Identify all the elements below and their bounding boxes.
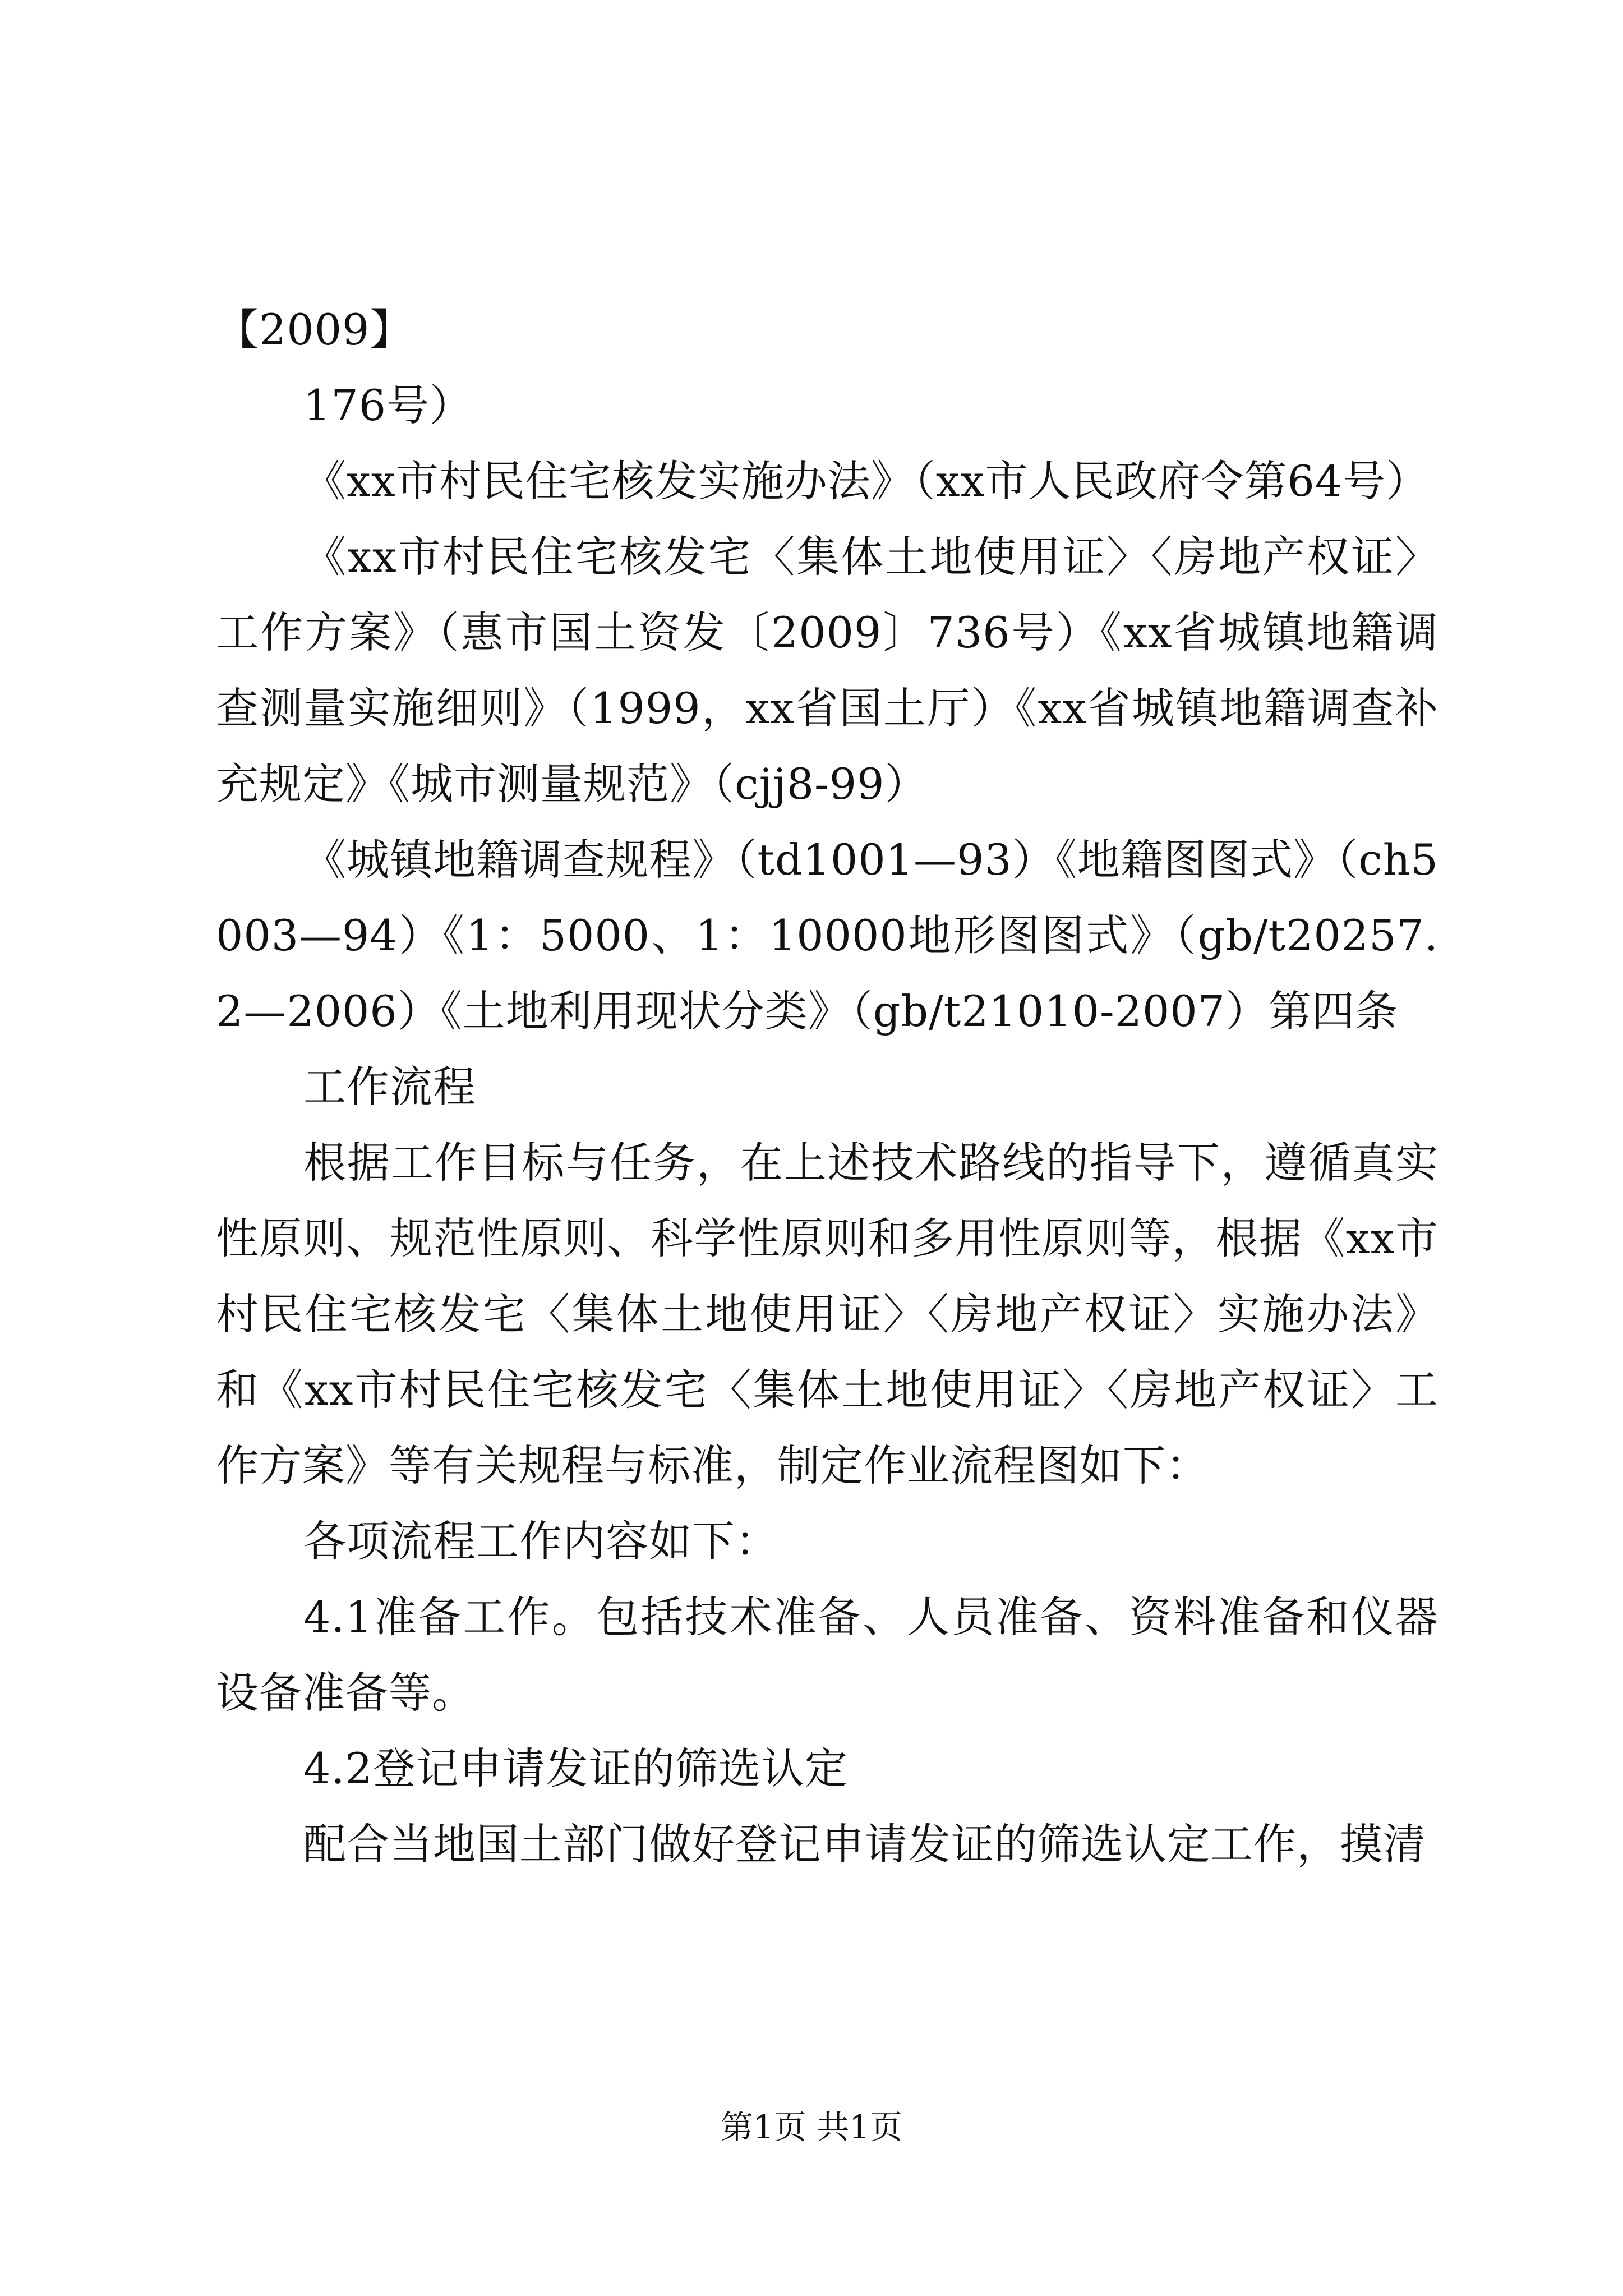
paragraph-year-bracket: 【2009】 bbox=[216, 305, 413, 355]
paragraph-reference-work-plan: 《xx市村民住宅核发宅〈集体土地使用证〉〈房地产权证〉工作方案》（惠市国土资发〔2009〕736号）《xx省城镇地籍调查测量实施细则》（1999，xx省国土厅）《xx省城镇地籍调查补充规定》《城市测量规范》（cjj8-99） bbox=[216, 532, 1438, 809]
paragraph-step-4-1: 4.1准备工作。包括技术准备、人员准备、资料准备和仪器设备准备等。 bbox=[216, 1592, 1438, 1718]
section-heading-workflow: 工作流程 bbox=[303, 1062, 476, 1112]
paragraph-step-4-2-heading: 4.2登记申请发证的筛选认定 bbox=[303, 1743, 848, 1793]
paragraph-workflow-contents: 各项流程工作内容如下： bbox=[303, 1516, 778, 1566]
paragraph-step-4-2-body: 配合当地国土部门做好登记申请发证的筛选认定工作，摸清 bbox=[303, 1819, 1426, 1869]
page-footer bbox=[0, 2105, 1623, 2150]
page-number-label: 第1页 共1页 bbox=[720, 2108, 903, 2146]
document-body bbox=[216, 292, 1438, 1882]
paragraph-doc-number: 176号） bbox=[303, 380, 473, 430]
paragraph-workflow-intro: 根据工作目标与任务，在上述技术路线的指导下，遵循真实性原则、规范性原则、科学性原则和多用性原则等，根据《xx市村民住宅核发宅〈集体土地使用证〉〈房地产权证〉实施办法》和《xx市村民住宅核发宅〈集体土地使用证〉〈房地产权证〉工作方案》等有关规程与标准，制定作业流程图如下： bbox=[216, 1138, 1438, 1490]
paragraph-reference-standards: 《城镇地籍调查规程》（td1001—93）《地籍图图式》（ch5003—94）《1：5000、1：10000地形图图式》（gb/t20257.2—2006）《土地利用现状分类》（gb/t21010-2007）第四条 bbox=[216, 835, 1438, 1036]
paragraph-reference-measures: 《xx市村民住宅核发实施办法》（xx市人民政府令第64号） bbox=[303, 456, 1430, 506]
